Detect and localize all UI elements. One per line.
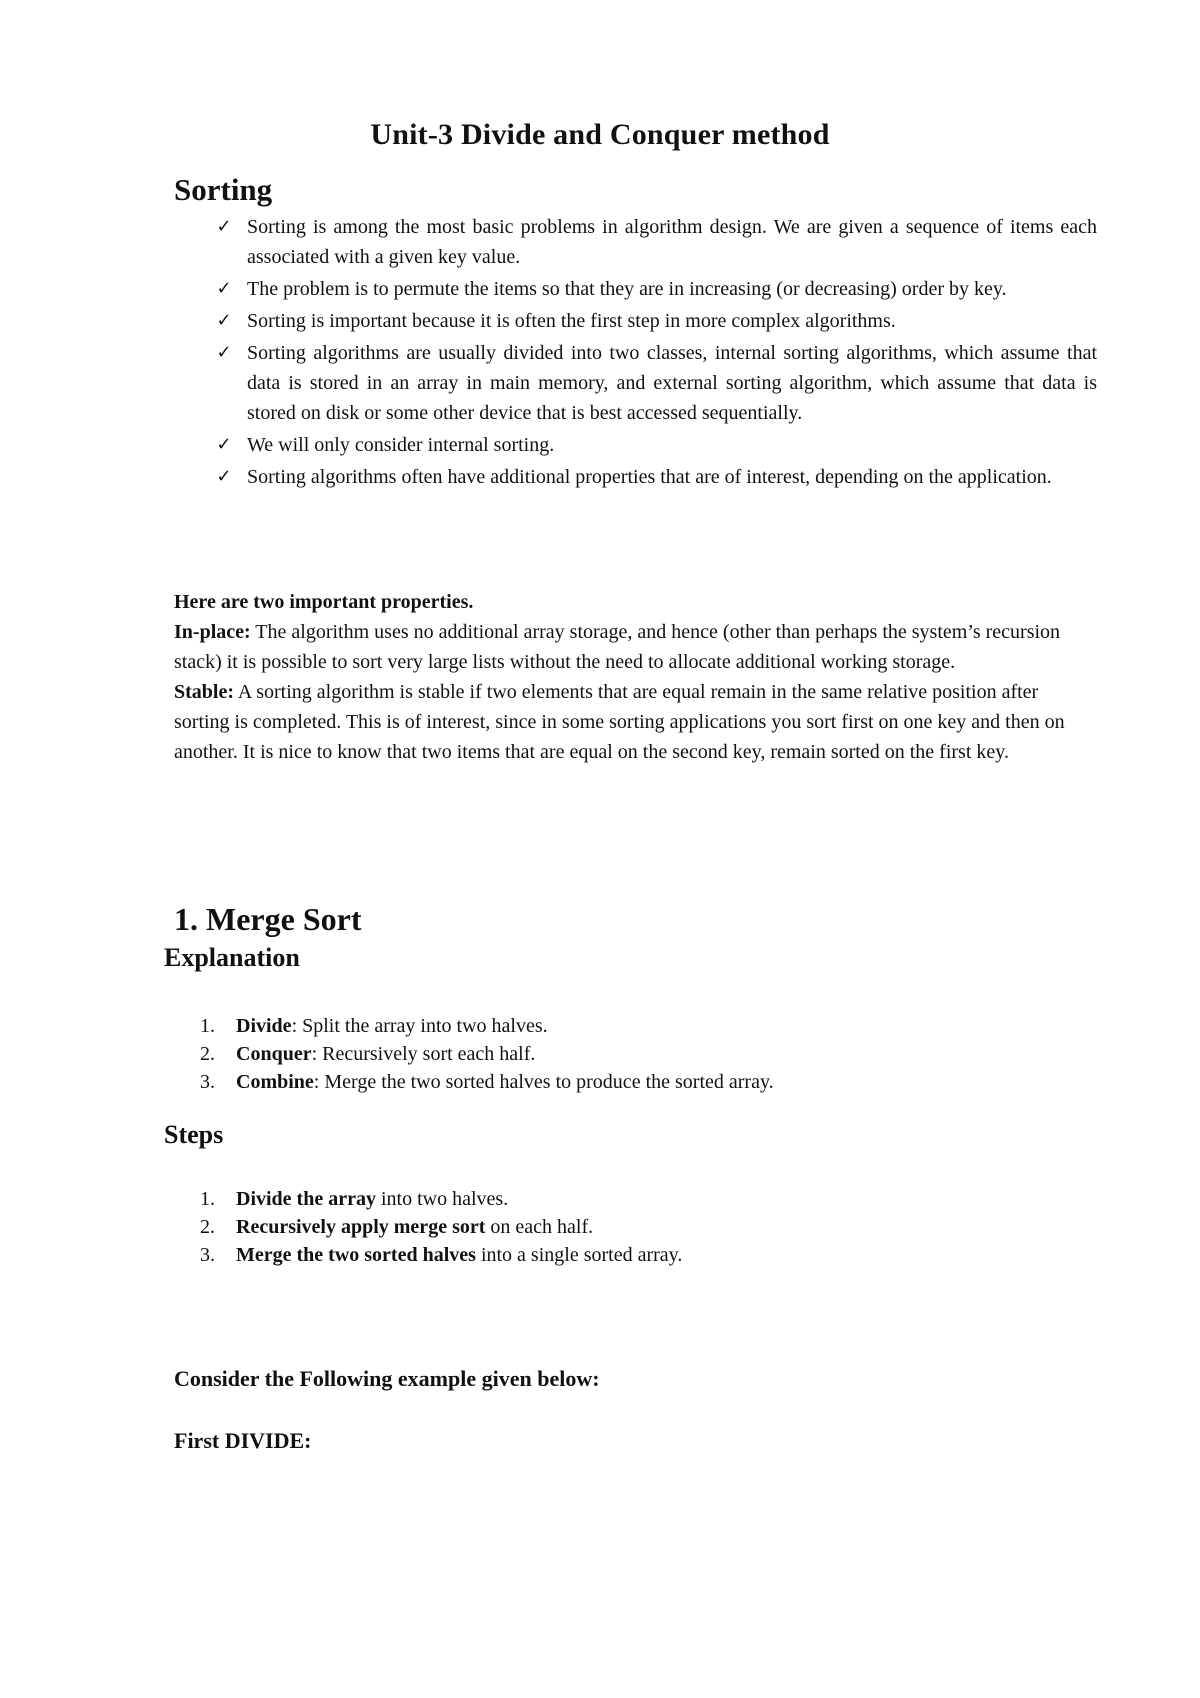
bullet-text: Sorting algorithms often have additional properties that are of interest, depending on the application. — [247, 466, 1052, 488]
bullet-text: Sorting is important because it is often the first step in more complex algorithms. — [247, 310, 896, 332]
list-item-bold: Merge the two sorted halves — [236, 1244, 476, 1266]
checkmark-icon: ✓ — [216, 278, 232, 299]
checkmark-icon: ✓ — [216, 342, 232, 363]
sorting-bullet-list — [213, 212, 1097, 492]
list-number: 1. — [200, 1188, 215, 1210]
list-number: 3. — [200, 1244, 215, 1266]
inplace-text: The algorithm uses no additional array storage, and hence (other than perhaps the system’s recursion stack) it is possible to sort very large lists without the need to allocate additional working storage. — [174, 621, 1061, 673]
checkmark-icon: ✓ — [216, 216, 232, 237]
list-number: 3. — [200, 1071, 215, 1093]
list-item-bold: Combine — [236, 1071, 314, 1093]
page-title: Unit-3 Divide and Conquer method — [370, 118, 830, 151]
list-item — [200, 1040, 1080, 1068]
list-item-text: into a single sorted array. — [475, 1244, 683, 1266]
bullet-text: Sorting algorithms are usually divided into two classes, internal sorting algorithms, which assume that data is stored in an array in main memory, and external sorting algorithm, which assume that data is stored on disk or some other device that is best accessed sequentially. — [247, 342, 1097, 424]
stable-label: Stable: — [174, 681, 234, 703]
consider-example-text: Consider the Following example given below: — [174, 1366, 600, 1391]
bullet-item — [213, 430, 1097, 460]
list-item — [200, 1241, 1080, 1269]
explanation-list — [200, 1012, 1080, 1096]
list-item-bold: Divide the array — [236, 1188, 376, 1210]
checkmark-icon: ✓ — [216, 466, 232, 487]
stable-paragraph — [174, 677, 1094, 767]
stable-text: A sorting algorithm is stable if two elements that are equal remain in the same relative position after sorting is completed. This is of interest, since in some sorting applications you sort first on one key and then on another. It is nice to know that two items that are equal on the second key, remain sorted on the first key. — [174, 681, 1065, 763]
first-divide-label: First DIVIDE: — [174, 1428, 312, 1453]
list-item-text: on each half. — [485, 1216, 594, 1238]
list-item — [200, 1213, 1080, 1241]
list-item-text: : Merge the two sorted halves to produce the sorted array. — [313, 1071, 774, 1093]
list-item — [200, 1185, 1080, 1213]
list-item-bold: Conquer — [236, 1043, 312, 1065]
list-item-text: : Split the array into two halves. — [291, 1015, 548, 1037]
list-number: 2. — [200, 1043, 215, 1065]
inplace-paragraph — [174, 617, 1094, 677]
list-item-text: : Recursively sort each half. — [311, 1043, 536, 1065]
properties-intro: Here are two important properties. — [174, 591, 474, 613]
list-item — [200, 1068, 1080, 1096]
bullet-text: Sorting is among the most basic problems in algorithm design. We are given a sequence of items each associated with a given key value. — [247, 216, 1097, 268]
list-number: 1. — [200, 1015, 215, 1037]
checkmark-icon: ✓ — [216, 310, 232, 331]
list-number: 2. — [200, 1216, 215, 1238]
bullet-text: We will only consider internal sorting. — [247, 434, 555, 456]
explanation-heading: Explanation — [164, 943, 300, 972]
steps-heading: Steps — [164, 1120, 224, 1149]
inplace-label: In-place: — [174, 621, 251, 643]
checkmark-icon: ✓ — [216, 434, 232, 455]
bullet-item — [213, 212, 1097, 272]
list-item — [200, 1012, 1080, 1040]
bullet-text: The problem is to permute the items so that they are in increasing (or decreasing) order by key. — [247, 278, 1007, 300]
properties-section — [174, 587, 1094, 767]
bullet-item — [213, 306, 1097, 336]
list-item-text: into two halves. — [375, 1188, 509, 1210]
list-item-bold: Divide — [236, 1015, 292, 1037]
bullet-item — [213, 462, 1097, 492]
bullet-item — [213, 338, 1097, 428]
merge-sort-heading: 1. Merge Sort — [174, 901, 362, 937]
bullet-item — [213, 274, 1097, 304]
sorting-heading: Sorting — [174, 172, 273, 207]
list-item-bold: Recursively apply merge sort — [236, 1216, 486, 1238]
steps-list — [200, 1185, 1080, 1269]
